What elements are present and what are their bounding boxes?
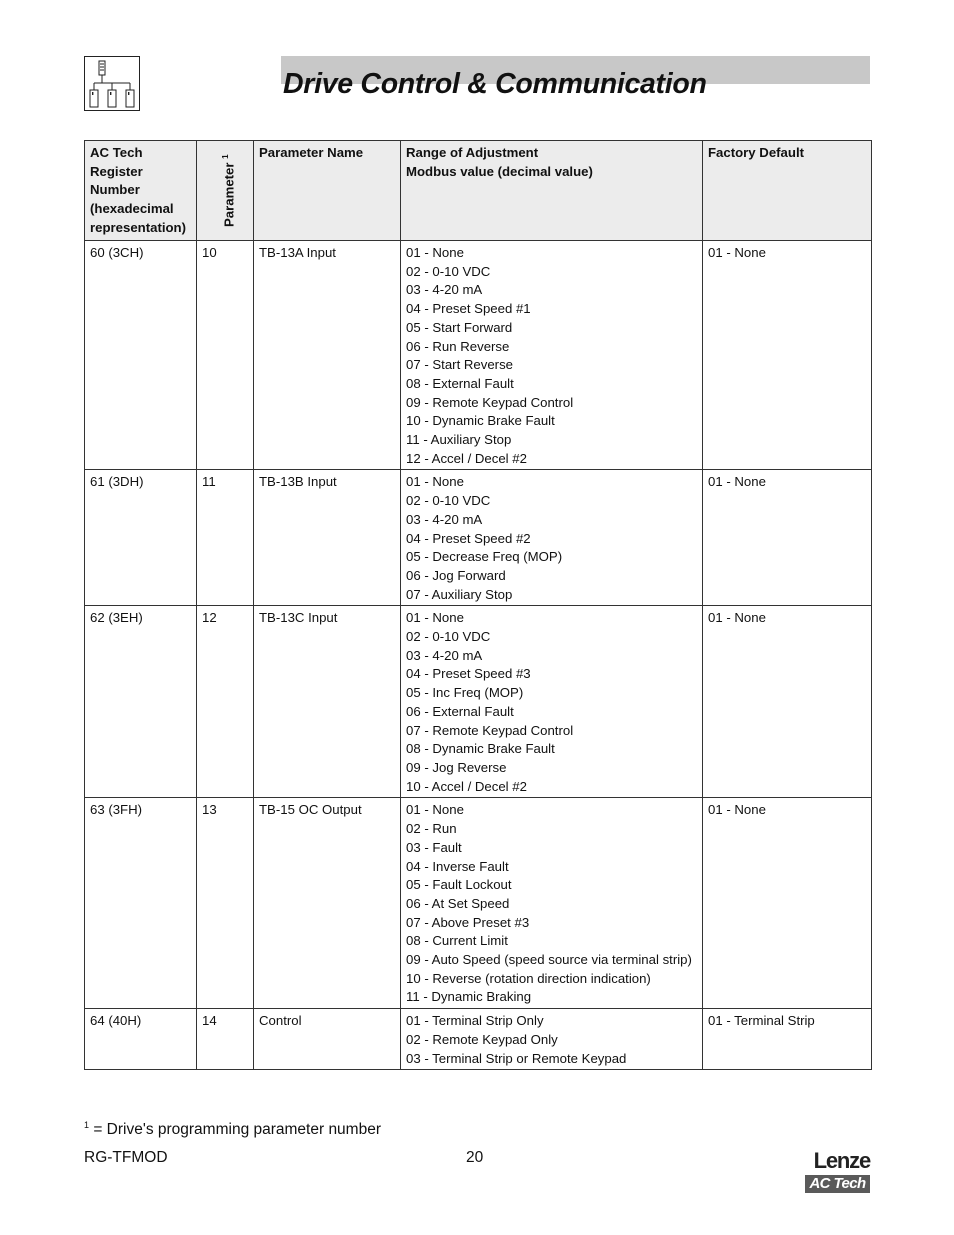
doc-code: RG-TFMOD	[84, 1149, 168, 1166]
range-option: 05 - Start Forward	[406, 319, 513, 335]
range-option: 04 - Inverse Fault	[406, 858, 509, 874]
header-parameter-label	[217, 154, 239, 227]
cell-default: 01 - None	[703, 798, 872, 1009]
cell-parameter: 12	[197, 606, 254, 798]
range-option: 08 - External Fault	[406, 375, 514, 391]
range-option: 04 - Preset Speed #2	[406, 530, 531, 546]
range-option: 10 - Dynamic Brake Fault	[406, 413, 555, 429]
cell-register: 63 (3FH)	[85, 798, 197, 1009]
footnote	[84, 1120, 381, 1139]
range-option: 02 - 0-10 VDC	[406, 263, 491, 279]
range-option: 01 - None	[406, 474, 464, 490]
table-header-row	[85, 141, 872, 241]
cell-parameter: 11	[197, 470, 254, 606]
header-register-line: AC Tech	[90, 145, 143, 160]
range-option: 07 - Above Preset #3	[406, 914, 530, 930]
range-option: 03 - Fault	[406, 839, 462, 855]
footnote-text: = Drive's programming parameter number	[93, 1121, 381, 1138]
range-option: 03 - 4-20 mA	[406, 511, 483, 527]
header-range	[401, 141, 703, 241]
range-option: 01 - Terminal Strip Only	[406, 1013, 544, 1029]
brand-name: Lenze	[813, 1148, 870, 1173]
range-option: 03 - Terminal Strip or Remote Keypad	[406, 1050, 627, 1066]
range-option: 11 - Auxiliary Stop	[406, 432, 512, 448]
cell-default: 01 - Terminal Strip	[703, 1009, 872, 1070]
range-option: 02 - Remote Keypad Only	[406, 1031, 558, 1047]
range-option: 05 - Inc Freq (MOP)	[406, 685, 524, 701]
range-option: 01 - None	[406, 245, 464, 260]
header-register-line: Register	[90, 163, 143, 179]
cell-name: TB-13A Input	[254, 241, 401, 470]
cell-default: 01 - None	[703, 470, 872, 606]
page-number: 20	[466, 1149, 484, 1166]
range-option: 08 - Dynamic Brake Fault	[406, 741, 555, 757]
table-body	[85, 241, 872, 1070]
footnote-marker: 1	[84, 1120, 90, 1130]
cell-name: TB-13C Input	[254, 606, 401, 798]
cell-range	[401, 470, 703, 606]
cell-register: 64 (40H)	[85, 1009, 197, 1070]
table-row	[85, 798, 872, 1009]
range-option: 05 - Fault Lockout	[406, 877, 512, 893]
range-option: 09 - Remote Keypad Control	[406, 394, 574, 410]
header-range-line: Range of Adjustment	[406, 145, 539, 160]
range-option: 01 - None	[406, 802, 464, 818]
header-register	[85, 141, 197, 241]
cell-range	[401, 606, 703, 798]
range-option: 08 - Current Limit	[406, 933, 508, 949]
cell-parameter: 14	[197, 1009, 254, 1070]
drive-network-icon	[84, 56, 140, 111]
range-option: 09 - Jog Reverse	[406, 759, 507, 775]
range-option: 02 - 0-10 VDC	[406, 493, 491, 509]
cell-parameter: 13	[197, 798, 254, 1009]
table-row	[85, 241, 872, 470]
header-range-line: Modbus value (decimal value)	[406, 163, 593, 179]
cell-default: 01 - None	[703, 606, 872, 798]
cell-parameter: 10	[197, 241, 254, 470]
table-row	[85, 606, 872, 798]
range-option: 10 - Accel / Decel #2	[406, 778, 527, 794]
cell-name: TB-15 OC Output	[254, 798, 401, 1009]
range-option: 03 - 4-20 mA	[406, 647, 483, 663]
header-parameter-footnote-marker: 1	[221, 154, 230, 159]
cell-register: 61 (3DH)	[85, 470, 197, 606]
lenze-logo	[803, 1150, 870, 1194]
cell-range	[401, 1009, 703, 1070]
range-option: 12 - Accel / Decel #2	[406, 450, 527, 466]
range-option: 02 - Run	[406, 821, 457, 837]
range-option: 07 - Auxiliary Stop	[406, 586, 513, 602]
range-option: 11 - Dynamic Braking	[406, 989, 532, 1005]
range-option: 01 - None	[406, 610, 464, 626]
cell-register: 60 (3CH)	[85, 241, 197, 470]
page-title: Drive Control & Communication	[283, 68, 707, 100]
header-register-line: Number	[90, 182, 140, 198]
range-option: 05 - Decrease Freq (MOP)	[406, 549, 563, 565]
cell-range	[401, 241, 703, 470]
range-option: 06 - Run Reverse	[406, 338, 510, 354]
cell-name: TB-13B Input	[254, 470, 401, 606]
range-option: 07 - Remote Keypad Control	[406, 722, 574, 738]
table-row	[85, 470, 872, 606]
header-name: Parameter Name	[254, 141, 401, 241]
range-option: 04 - Preset Speed #3	[406, 666, 531, 682]
header-register-line: (hexadecimal	[90, 201, 174, 217]
range-option: 07 - Start Reverse	[406, 357, 514, 373]
range-option: 04 - Preset Speed #1	[406, 301, 531, 317]
cell-name: Control	[254, 1009, 401, 1070]
parameter-table	[84, 140, 872, 1070]
header-parameter-text: Parameter	[221, 162, 237, 227]
cell-register: 62 (3EH)	[85, 606, 197, 798]
range-option: 03 - 4-20 mA	[406, 282, 483, 298]
header-default: Factory Default	[703, 141, 872, 241]
range-option: 06 - Jog Forward	[406, 567, 506, 583]
range-option: 10 - Reverse (rotation direction indication)	[406, 970, 651, 986]
range-option: 06 - At Set Speed	[406, 895, 510, 911]
range-option: 06 - External Fault	[406, 703, 514, 719]
range-option: 09 - Auto Speed (speed source via terminal strip)	[406, 952, 692, 968]
brand-sub: AC Tech	[805, 1175, 870, 1193]
cell-range	[401, 798, 703, 1009]
table-row	[85, 1009, 872, 1070]
range-option: 02 - 0-10 VDC	[406, 629, 491, 645]
cell-default: 01 - None	[703, 241, 872, 470]
header-register-line: representation)	[90, 219, 186, 235]
header-parameter	[197, 141, 254, 241]
